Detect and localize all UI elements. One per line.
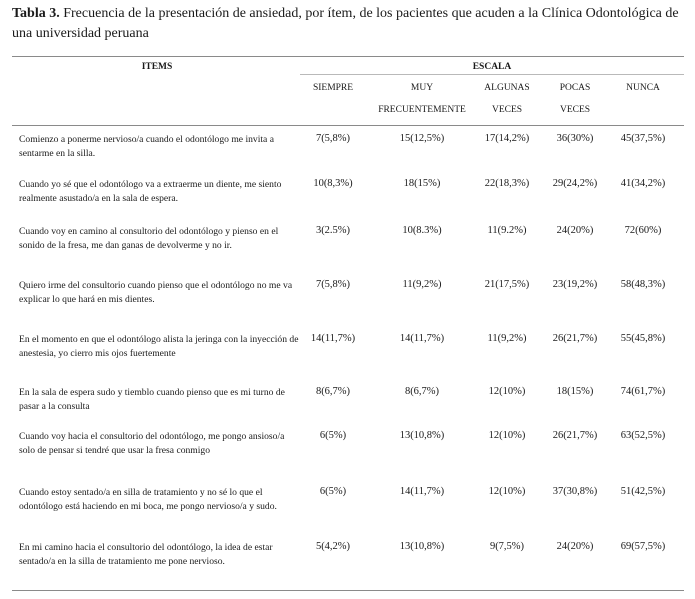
row-item: En la sala de espera sudo y tiemblo cuando pienso que es mi turno de pasar a la consulta xyxy=(19,387,285,412)
cell-algunas-veces: 11(9.2%) xyxy=(487,225,527,236)
cell-algunas-veces: 12(10%) xyxy=(488,430,526,441)
row-item: En mi camino hacia el consultorio del odontólogo, la idea de estar sentado/a en la silla de tratamiento me pone nervioso. xyxy=(19,542,273,567)
cell-siempre: 6(5%) xyxy=(319,430,347,441)
cell-muy-frecuentemente: 14(11,7%) xyxy=(399,333,445,344)
cell-muy-frecuentemente: 8(6,7%) xyxy=(404,386,440,397)
escala-header: ESCALA xyxy=(472,62,512,72)
cell-siempre: 5(4,2%) xyxy=(315,541,351,552)
cell-nunca: 74(61,7%) xyxy=(620,386,666,397)
cell-pocas-veces: 18(15%) xyxy=(556,386,594,397)
cell-muy-frecuentemente: 18(15%) xyxy=(403,178,441,189)
cell-pocas-veces: 24(20%) xyxy=(556,225,594,236)
cell-muy-frecuentemente: 10(8.3%) xyxy=(402,225,442,236)
escala-rule xyxy=(300,74,684,75)
table-title: Frecuencia de la presentación de ansiedad, por ítem, de los pacientes que acuden a la Clínica Odontológica de una universidad peruana xyxy=(12,6,679,41)
column-header-algunas-veces: ALGUNAS VECES xyxy=(484,83,530,115)
top-rule xyxy=(12,56,684,57)
cell-siempre: 6(5%) xyxy=(319,486,347,497)
cell-algunas-veces: 12(10%) xyxy=(488,386,526,397)
row-item: Cuando voy en camino al consultorio del odontólogo y pienso en el sonido de la fresa, me dan ganas de devolverme y no ir. xyxy=(19,226,279,251)
row-item: Cuando estoy sentado/a en silla de tratamiento y no sé lo que el odontólogo está haciendo en mi boca, me pongo nervioso/a y sudo. xyxy=(19,487,277,512)
column-header-muy-frecuentemente: MUY FRECUENTEMENTE xyxy=(378,83,466,115)
items-header: ITEMS xyxy=(141,62,173,72)
cell-pocas-veces: 26(21,7%) xyxy=(552,430,598,441)
header-bottom-rule xyxy=(12,125,684,126)
cell-muy-frecuentemente: 15(12,5%) xyxy=(399,133,445,144)
cell-nunca: 72(60%) xyxy=(624,225,662,236)
cell-pocas-veces: 29(24,2%) xyxy=(552,178,598,189)
table-caption xyxy=(12,4,684,44)
cell-pocas-veces: 26(21,7%) xyxy=(552,333,598,344)
cell-siempre: 3(2.5%) xyxy=(315,225,351,236)
cell-siempre: 7(5,8%) xyxy=(315,133,351,144)
cell-nunca: 58(48,3%) xyxy=(620,279,666,290)
cell-pocas-veces: 24(20%) xyxy=(556,541,594,552)
row-item: Cuando yo sé que el odontólogo va a extraerme un diente, me siento realmente asustado/a en la sala de espera. xyxy=(19,179,282,204)
column-header-nunca: NUNCA xyxy=(626,83,660,93)
cell-algunas-veces: 22(18,3%) xyxy=(484,178,530,189)
cell-siempre: 14(11,7%) xyxy=(310,333,356,344)
cell-algunas-veces: 12(10%) xyxy=(488,486,526,497)
cell-nunca: 63(52,5%) xyxy=(620,430,666,441)
cell-nunca: 41(34,2%) xyxy=(620,178,666,189)
cell-algunas-veces: 11(9,2%) xyxy=(487,333,527,344)
column-header-pocas-veces: POCAS VECES xyxy=(559,83,591,115)
cell-siempre: 10(8,3%) xyxy=(313,178,353,189)
column-header-siempre: SIEMPRE xyxy=(312,83,354,93)
row-item: Cuando voy hacia el consultorio del odontólogo, me pongo ansioso/a solo de pensar si tendré que usar la fresa conmigo xyxy=(19,431,285,456)
cell-nunca: 55(45,8%) xyxy=(620,333,666,344)
cell-siempre: 8(6,7%) xyxy=(315,386,351,397)
cell-muy-frecuentemente: 13(10,8%) xyxy=(399,541,445,552)
cell-muy-frecuentemente: 14(11,7%) xyxy=(399,486,445,497)
bottom-rule xyxy=(12,590,684,591)
row-item: Comienzo a ponerme nervioso/a cuando el odontólogo me invita a sentarme en la silla. xyxy=(19,134,274,159)
cell-nunca: 45(37,5%) xyxy=(620,133,666,144)
row-item: Quiero irme del consultorio cuando pienso que el odontólogo no me va explicar lo que hará en mis dientes. xyxy=(19,280,293,305)
cell-algunas-veces: 21(17,5%) xyxy=(484,279,530,290)
table-label: Tabla 3. xyxy=(12,6,60,21)
cell-pocas-veces: 37(30,8%) xyxy=(552,486,598,497)
cell-nunca: 51(42,5%) xyxy=(620,486,666,497)
cell-pocas-veces: 23(19,2%) xyxy=(552,279,598,290)
cell-algunas-veces: 17(14,2%) xyxy=(484,133,530,144)
row-item: En el momento en que el odontólogo alista la jeringa con la inyección de anestesia, yo cierro mis ojos fuertemente xyxy=(19,334,299,359)
cell-pocas-veces: 36(30%) xyxy=(556,133,594,144)
cell-algunas-veces: 9(7,5%) xyxy=(489,541,525,552)
cell-siempre: 7(5,8%) xyxy=(315,279,351,290)
cell-muy-frecuentemente: 13(10,8%) xyxy=(399,430,445,441)
cell-muy-frecuentemente: 11(9,2%) xyxy=(402,279,442,290)
cell-nunca: 69(57,5%) xyxy=(620,541,666,552)
